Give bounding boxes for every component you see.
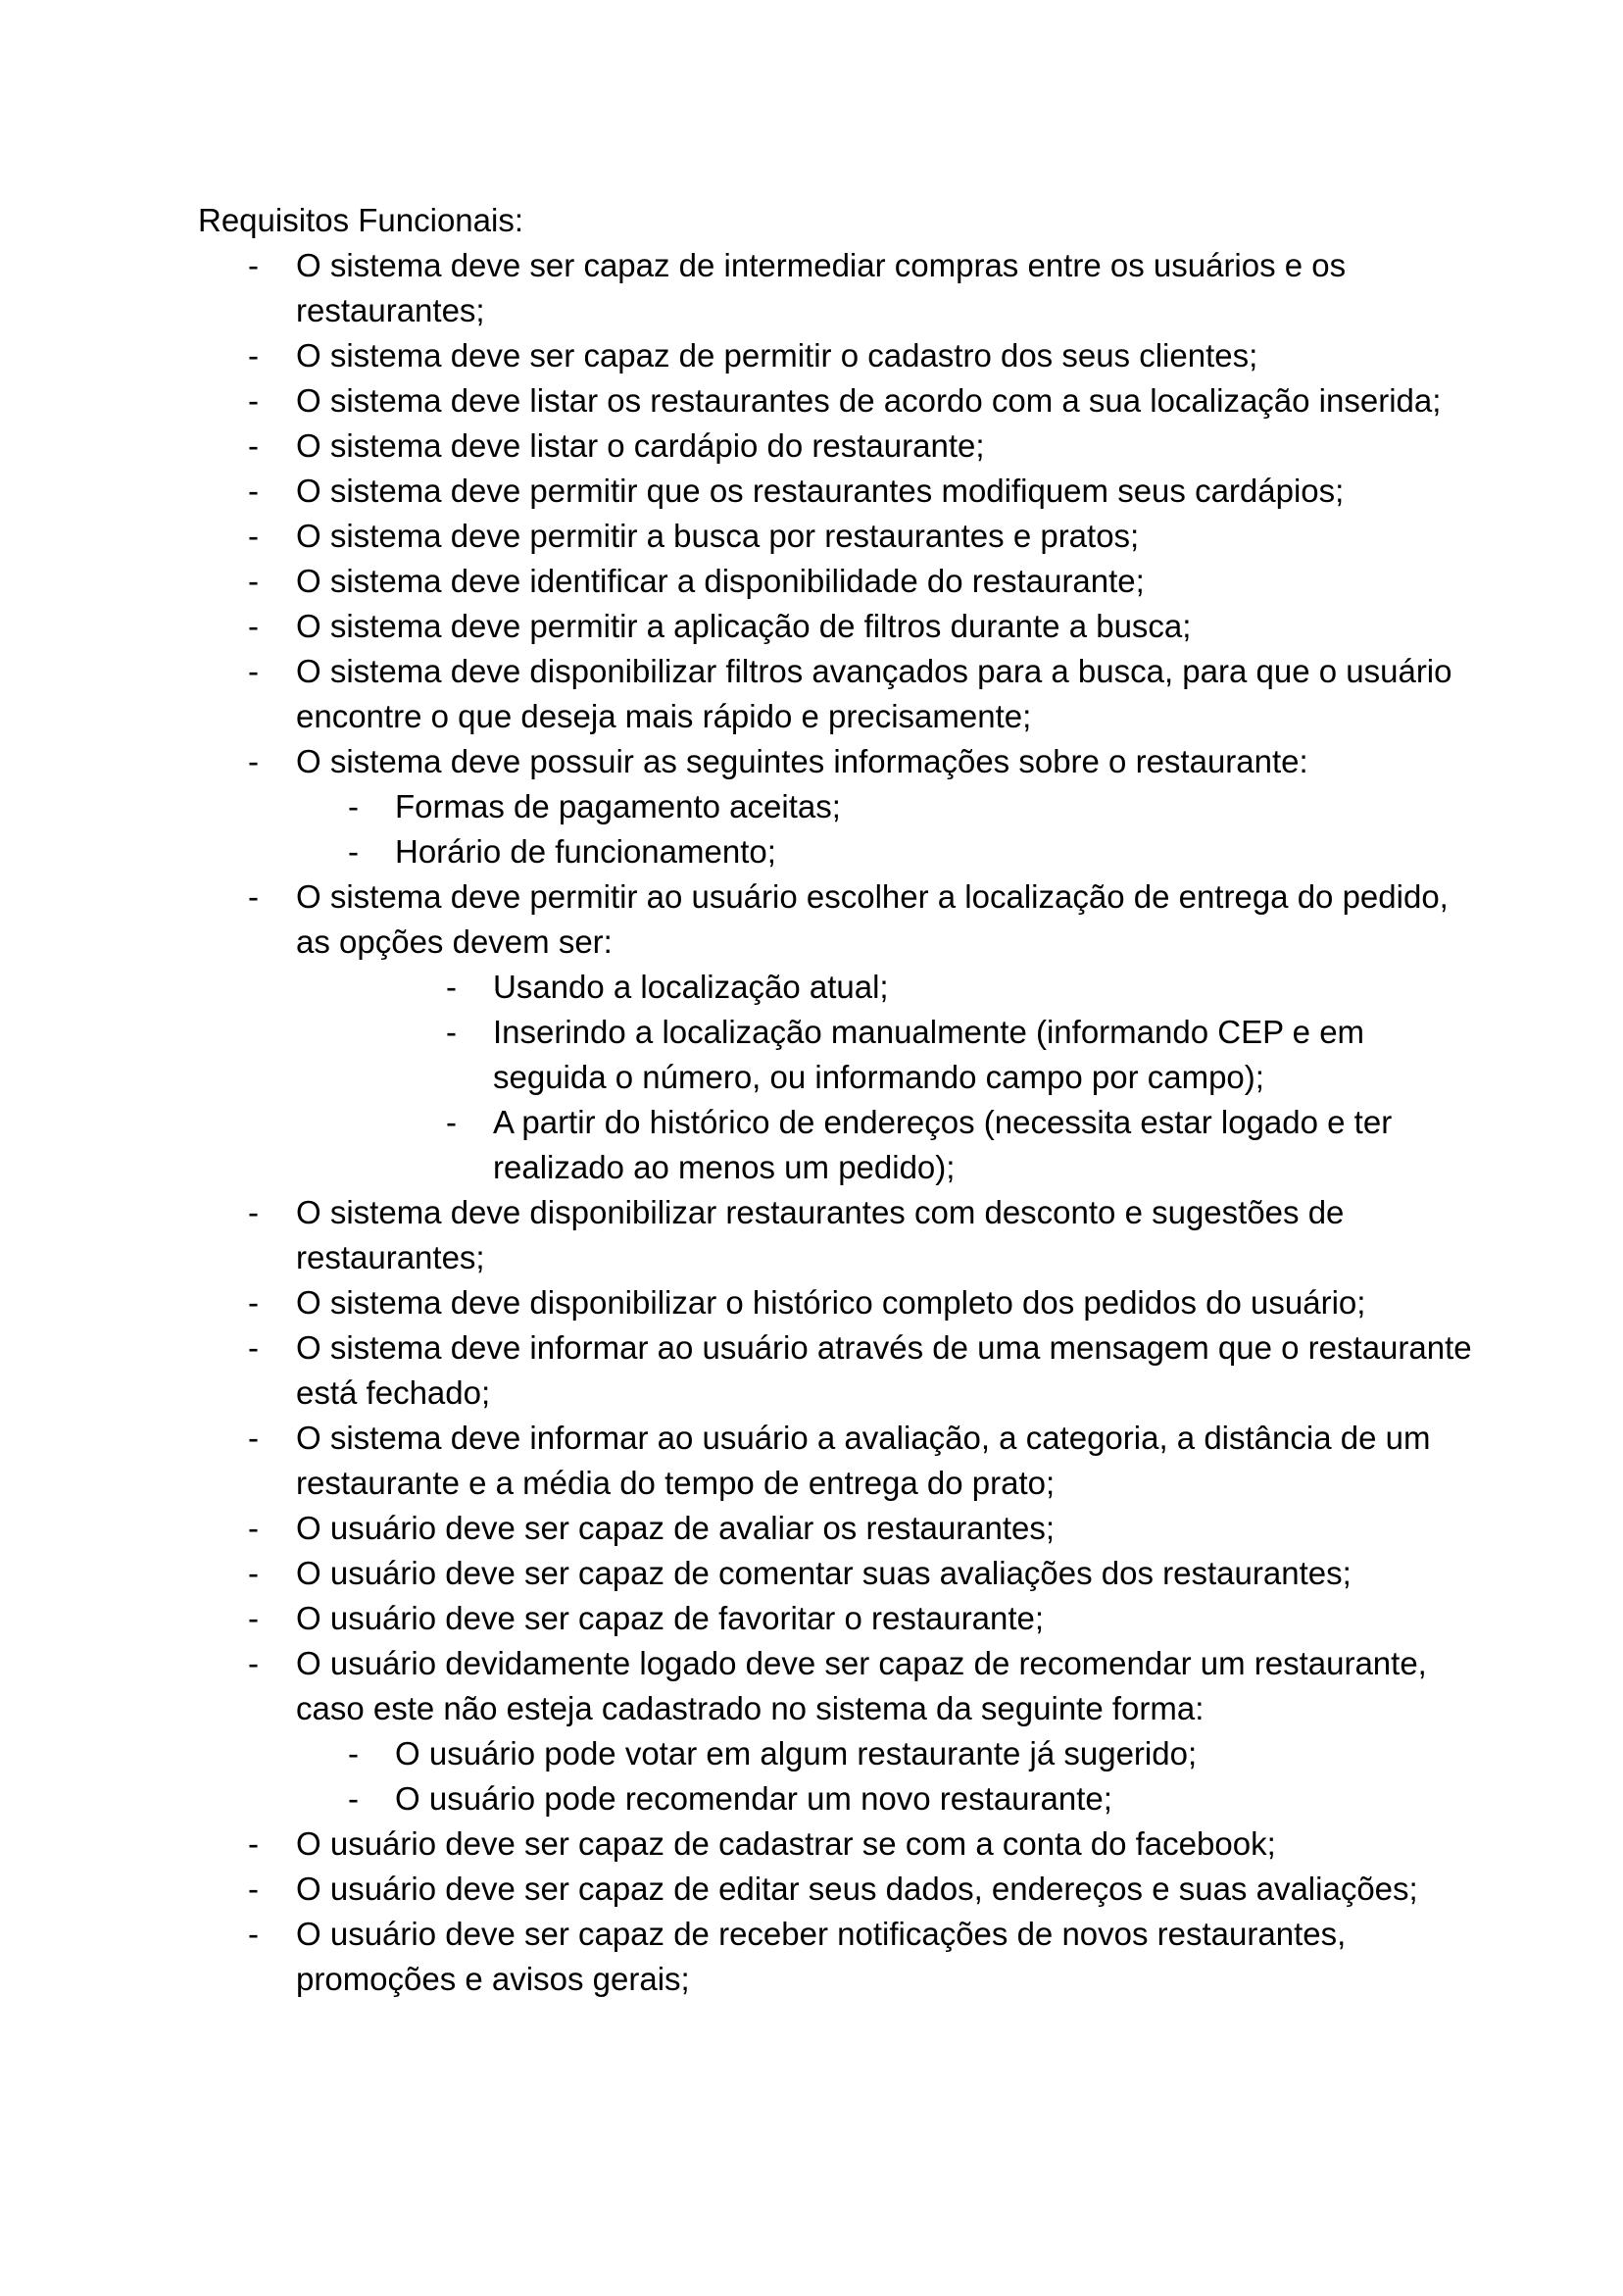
dash-bullet: - <box>248 473 259 509</box>
dash-bullet: - <box>248 653 259 689</box>
sublist-item-text: O usuário pode votar em algum restaurante já sugerido; <box>395 1735 1198 1772</box>
list-item-text: O sistema deve permitir que os restaurantes modifiquem seus cardápios; <box>296 473 1345 509</box>
list-item-text: O usuário deve ser capaz de editar seus dados, endereços e suas avaliações; <box>296 1871 1418 1907</box>
dash-bullet: - <box>248 1871 259 1907</box>
dash-bullet: - <box>248 247 259 283</box>
list-item <box>198 1280 1472 1325</box>
dash-bullet: - <box>248 563 259 599</box>
list-item <box>198 1641 1472 1822</box>
list-item <box>198 1867 1472 1912</box>
list-item <box>198 874 1472 1190</box>
list-item <box>198 1325 1472 1416</box>
dash-bullet: - <box>348 1735 359 1772</box>
list-item <box>198 1551 1472 1596</box>
list-item-text: O usuário deve ser capaz de receber notificações de novos restaurantes, promoções e avisos gerais; <box>296 1916 1347 1997</box>
list-item <box>198 424 1472 469</box>
list-item-text: O sistema deve listar os restaurantes de acordo com a sua localização inserida; <box>296 382 1442 419</box>
sublist-item <box>296 1010 1472 1100</box>
sublist-item <box>296 1776 1472 1822</box>
sublist-item <box>296 1731 1472 1776</box>
dash-bullet: - <box>248 1284 259 1321</box>
sublist-item-text: O usuário pode recomendar um novo restaurante; <box>395 1780 1112 1817</box>
list-item <box>198 604 1472 649</box>
restaurant-info-sublist <box>348 784 1472 874</box>
dash-bullet: - <box>446 1104 457 1140</box>
list-item-text: O sistema deve disponibilizar o histórico completo dos pedidos do usuário; <box>296 1284 1366 1321</box>
list-item <box>198 1822 1472 1867</box>
list-item-text: O sistema deve ser capaz de intermediar compras entre os usuários e os restaurantes; <box>296 247 1347 328</box>
dash-bullet: - <box>248 1329 259 1366</box>
list-item-text: O sistema deve identificar a disponibilidade do restaurante; <box>296 563 1145 599</box>
list-item <box>198 559 1472 604</box>
list-item-text: O usuário deve ser capaz de cadastrar se com a conta do facebook; <box>296 1825 1276 1862</box>
list-item <box>198 1416 1472 1506</box>
dash-bullet: - <box>348 788 359 824</box>
list-item <box>198 378 1472 424</box>
dash-bullet: - <box>248 1555 259 1591</box>
dash-bullet: - <box>248 1825 259 1862</box>
dash-bullet: - <box>248 518 259 554</box>
list-item-text: O usuário deve ser capaz de avaliar os restaurantes; <box>296 1510 1056 1546</box>
list-item <box>198 1912 1472 2002</box>
list-item-text: O sistema deve listar o cardápio do restaurante; <box>296 427 985 464</box>
recommend-sublist <box>348 1731 1472 1822</box>
list-item-text: O sistema deve permitir a aplicação de filtros durante a busca; <box>296 608 1192 644</box>
list-item <box>198 333 1472 378</box>
dash-bullet: - <box>446 1014 457 1050</box>
dash-bullet: - <box>248 1600 259 1636</box>
dash-bullet: - <box>248 1645 259 1681</box>
list-item <box>198 1190 1472 1280</box>
sublist-item-text: A partir do histórico de endereços (necessita estar logado e ter realizado ao menos um pedido); <box>493 1104 1393 1185</box>
sublist-item <box>296 784 1472 829</box>
list-item-text: O sistema deve informar ao usuário a avaliação, a categoria, a distância de um restaurante e a média do tempo de entrega do prato; <box>296 1420 1431 1501</box>
dash-bullet: - <box>248 608 259 644</box>
delivery-options-sublist <box>394 965 1472 1190</box>
list-item <box>198 243 1472 333</box>
requirements-section <box>198 198 1472 2002</box>
list-item <box>198 1506 1472 1551</box>
sublist-item-text: Horário de funcionamento; <box>395 833 776 870</box>
dash-bullet: - <box>446 969 457 1005</box>
dash-bullet: - <box>248 1420 259 1456</box>
dash-bullet: - <box>348 833 359 870</box>
list-item-text: O usuário deve ser capaz de favoritar o restaurante; <box>296 1600 1045 1636</box>
list-item-text: O sistema deve informar ao usuário através de uma mensagem que o restaurante está fechado; <box>296 1329 1472 1411</box>
list-item <box>198 739 1472 874</box>
sublist-item <box>296 1100 1472 1190</box>
section-heading: Requisitos Funcionais: <box>198 202 523 238</box>
sublist-item <box>296 965 1472 1010</box>
sublist-item <box>296 829 1472 874</box>
dash-bullet: - <box>248 1916 259 1952</box>
dash-bullet: - <box>248 878 259 915</box>
list-item-text: O sistema deve possuir as seguintes informações sobre o restaurante: <box>296 743 1308 779</box>
list-item <box>198 1596 1472 1641</box>
list-item-text: O sistema deve ser capaz de permitir o cadastro dos seus clientes; <box>296 337 1258 374</box>
sublist-item-text: Usando a localização atual; <box>493 969 889 1005</box>
sublist-item-text: Formas de pagamento aceitas; <box>395 788 841 824</box>
list-item-text: O sistema deve disponibilizar filtros avançados para a busca, para que o usuário encontre o que deseja mais rápido e precisamente; <box>296 653 1452 734</box>
dash-bullet: - <box>248 1510 259 1546</box>
list-item-text: O sistema deve permitir ao usuário escolher a localização de entrega do pedido, as opções devem ser: <box>296 878 1449 960</box>
dash-bullet: - <box>348 1780 359 1817</box>
dash-bullet: - <box>248 743 259 779</box>
list-item <box>198 649 1472 739</box>
list-item-text: O sistema deve disponibilizar restaurantes com desconto e sugestões de restaurantes; <box>296 1194 1345 1275</box>
list-item-text: O usuário devidamente logado deve ser capaz de recomendar um restaurante, caso este não esteja cadastrado no sistema da seguinte forma: <box>296 1645 1427 1726</box>
dash-bullet: - <box>248 1194 259 1230</box>
list-item-text: O sistema deve permitir a busca por restaurantes e pratos; <box>296 518 1140 554</box>
list-item <box>198 514 1472 559</box>
list-item-text: O usuário deve ser capaz de comentar suas avaliações dos restaurantes; <box>296 1555 1352 1591</box>
dash-bullet: - <box>248 382 259 419</box>
dash-bullet: - <box>248 337 259 374</box>
list-item <box>198 469 1472 514</box>
requirements-list <box>198 243 1472 2002</box>
dash-bullet: - <box>248 427 259 464</box>
sublist-item-text: Inserindo a localização manualmente (informando CEP e em seguida o número, ou informando campo por campo); <box>493 1014 1365 1095</box>
